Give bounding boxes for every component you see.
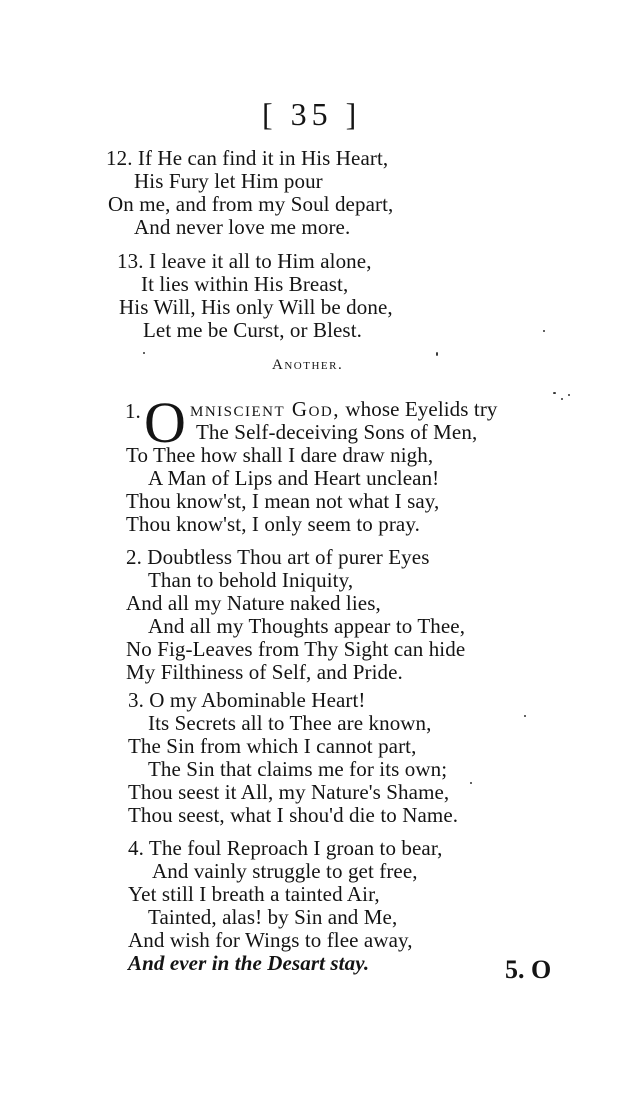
print-speck bbox=[143, 352, 145, 354]
stanza-line: And all my Thoughts appear to Thee, bbox=[148, 614, 466, 638]
print-speck bbox=[553, 392, 556, 394]
stanza-number: 1. bbox=[125, 399, 141, 423]
line-rest: whose Eyelids try bbox=[345, 397, 498, 421]
print-speck bbox=[568, 394, 570, 396]
stanza-line: 12. If He can find it in His Heart, bbox=[106, 146, 389, 170]
stanza-line: 3. O my Abominable Heart! bbox=[128, 688, 366, 712]
stanza-line: No Fig-Leaves from Thy Sight can hide bbox=[126, 637, 466, 661]
stanza-line: His Fury let Him pour bbox=[134, 169, 323, 193]
opening-words: mniscient God, bbox=[190, 397, 340, 421]
stanza-line: Thou know'st, I mean not what I say, bbox=[126, 489, 440, 513]
stanza-line: My Filthiness of Self, and Pride. bbox=[126, 660, 403, 684]
print-speck bbox=[561, 398, 563, 400]
print-speck bbox=[524, 715, 526, 717]
stanza-line: 4. The foul Reproach I groan to bear, bbox=[128, 836, 443, 860]
print-speck bbox=[436, 352, 438, 356]
stanza-line: And vainly struggle to get free, bbox=[152, 859, 418, 883]
page-number: [ 35 ] bbox=[262, 96, 362, 132]
stanza-line: And ever in the Desart stay. bbox=[128, 951, 370, 975]
stanza-line: Thou seest, what I shou'd die to Name. bbox=[128, 803, 459, 827]
stanza-line: Its Secrets all to Thee are known, bbox=[148, 711, 432, 735]
stanza-line: It lies within His Breast, bbox=[141, 272, 349, 296]
stanza-line bbox=[190, 397, 498, 421]
stanza-line: And all my Nature naked lies, bbox=[126, 591, 381, 615]
stanza-line: 13. I leave it all to Him alone, bbox=[117, 249, 372, 273]
stanza-line: Let me be Curst, or Blest. bbox=[143, 318, 362, 342]
stanza-line: To Thee how shall I dare draw nigh, bbox=[126, 443, 434, 467]
stanza-line: Yet still I breath a tainted Air, bbox=[128, 882, 380, 906]
drop-capital: O bbox=[144, 390, 186, 455]
print-speck bbox=[543, 330, 545, 332]
stanza-line: A Man of Lips and Heart unclean! bbox=[148, 466, 440, 490]
stanza-line: And never love me more. bbox=[134, 215, 351, 239]
stanza-line: His Will, His only Will be done, bbox=[119, 295, 393, 319]
stanza-line: Than to behold Iniquity, bbox=[148, 568, 354, 592]
stanza-line: Thou seest it All, my Nature's Shame, bbox=[128, 780, 450, 804]
stanza-line: The Sin that claims me for its own; bbox=[148, 757, 448, 781]
stanza-line: On me, and from my Soul depart, bbox=[108, 192, 394, 216]
section-heading: Another. bbox=[272, 357, 344, 373]
catchword: 5. O bbox=[505, 955, 552, 984]
stanza-line: The Self-deceiving Sons of Men, bbox=[196, 420, 478, 444]
stanza-line: The Sin from which I cannot part, bbox=[128, 734, 417, 758]
stanza-line: Thou know'st, I only seem to pray. bbox=[126, 512, 420, 536]
print-speck bbox=[470, 782, 472, 784]
stanza-line: And wish for Wings to flee away, bbox=[128, 928, 413, 952]
stanza-line: 2. Doubtless Thou art of purer Eyes bbox=[126, 545, 430, 569]
stanza-line: Tainted, alas! by Sin and Me, bbox=[148, 905, 398, 929]
